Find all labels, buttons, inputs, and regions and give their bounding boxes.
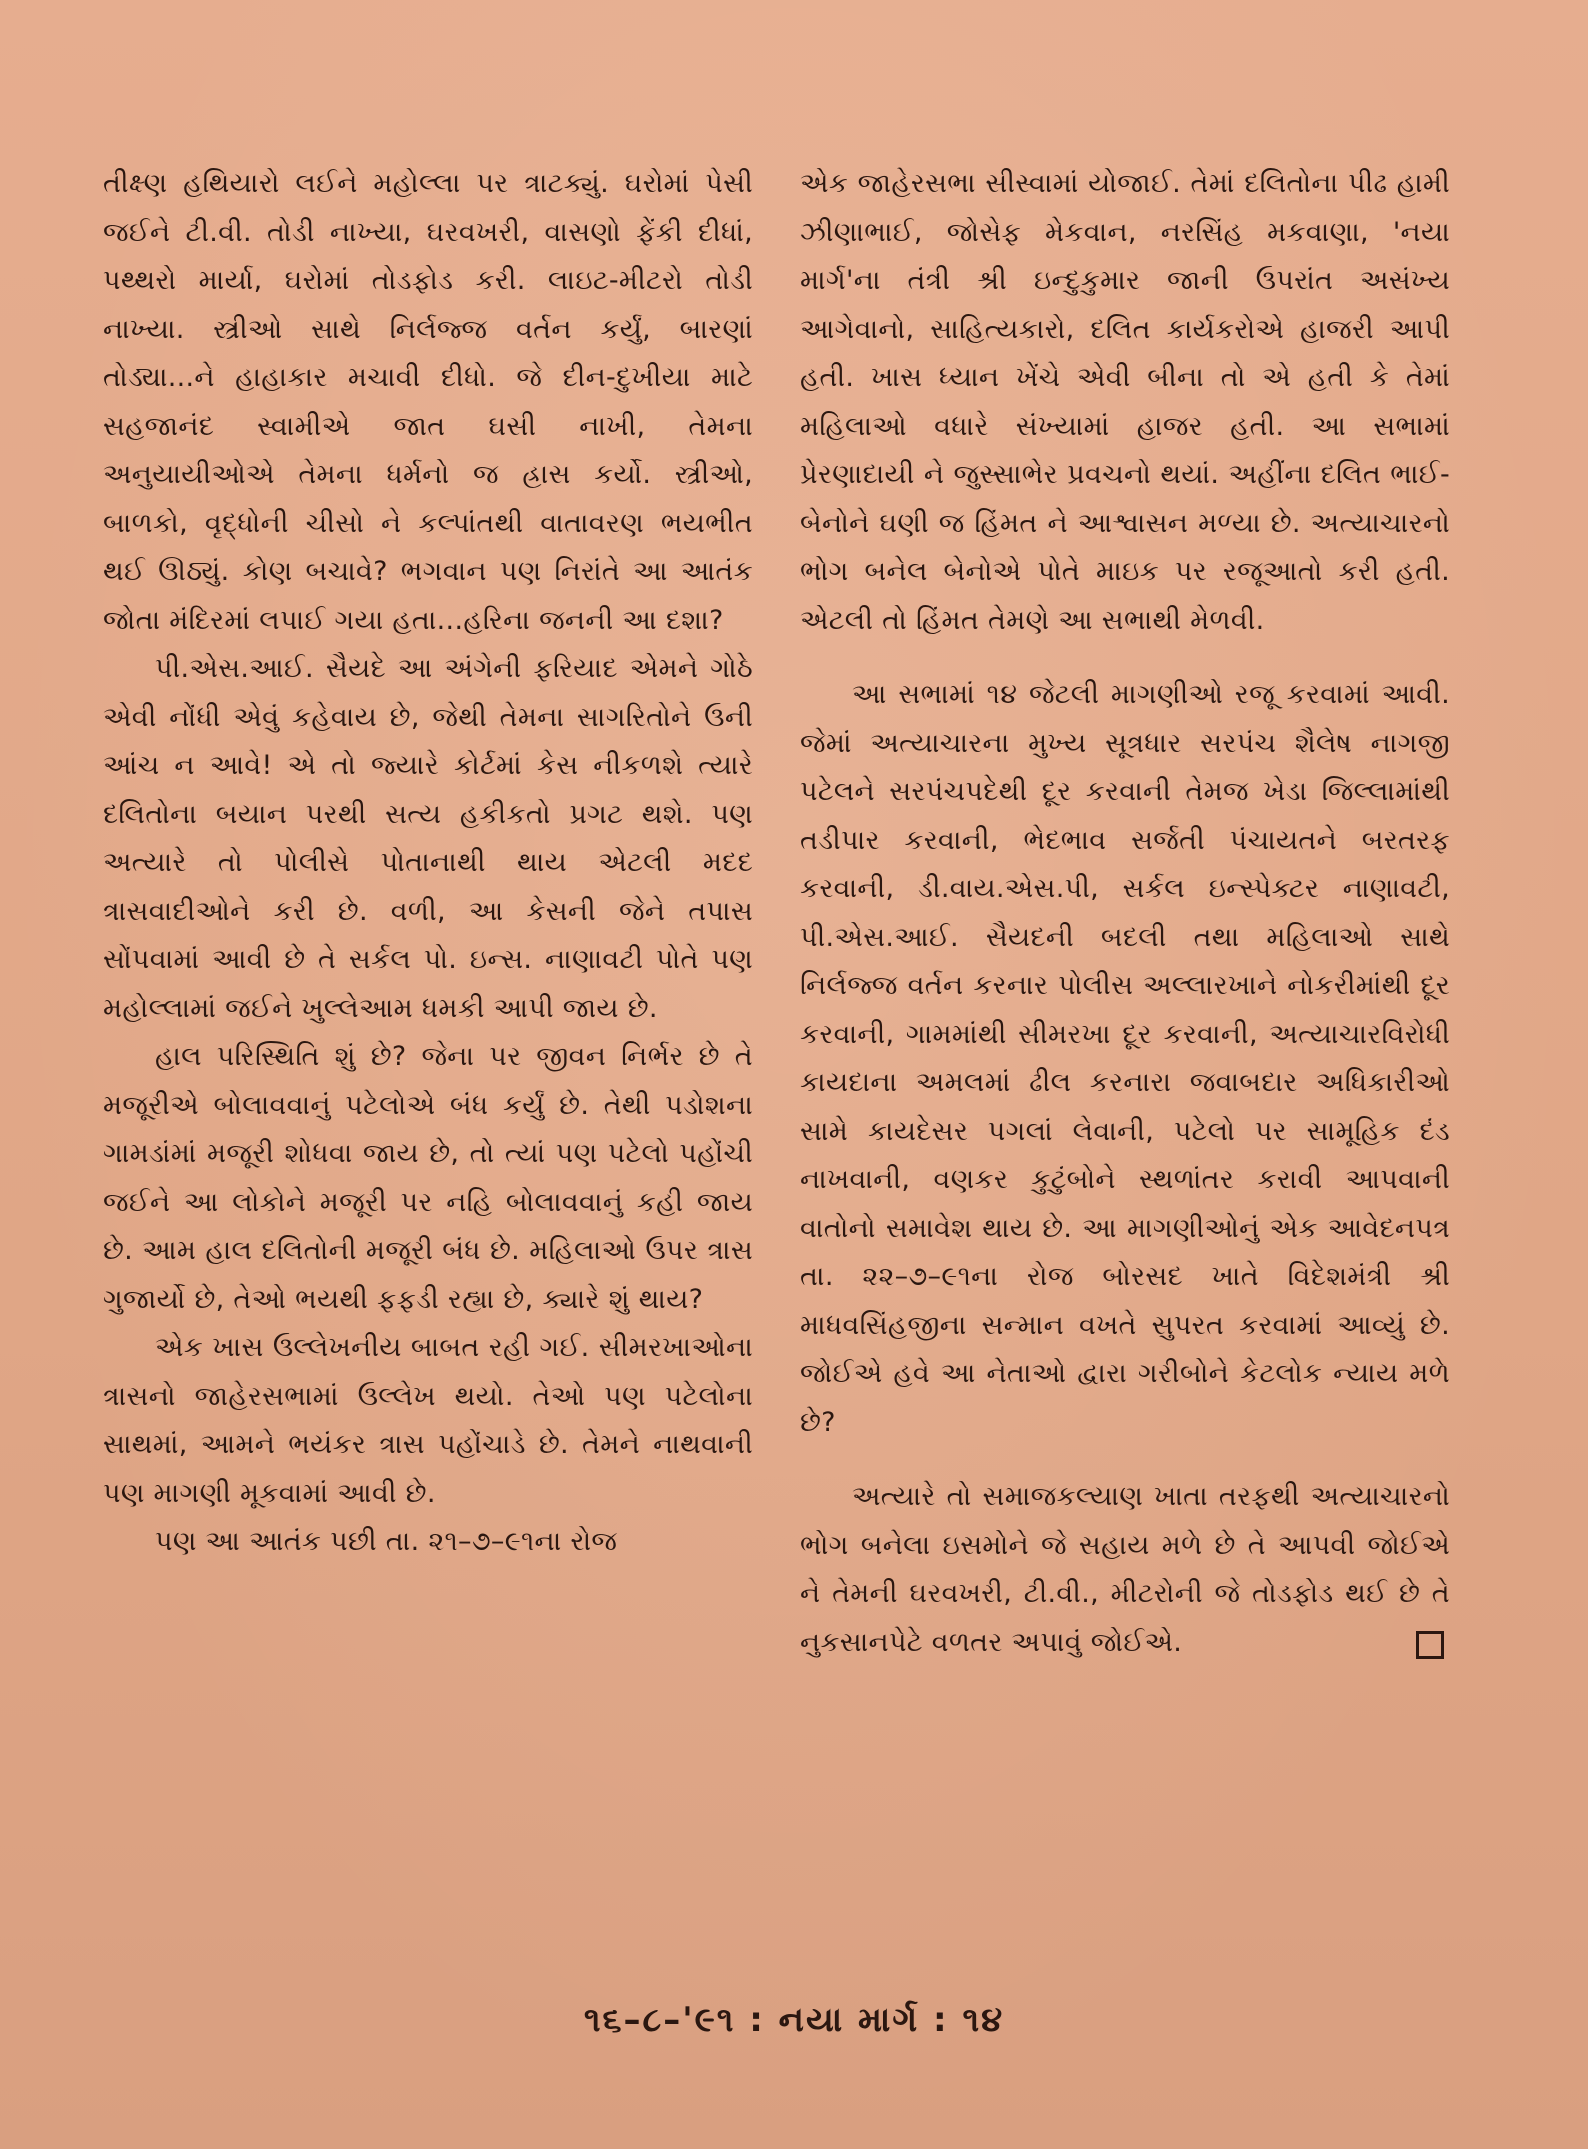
right-paragraph-3-text: અત્યારે તો સમાજકલ્યાણ ખાતા તરફથી અત્યાચારનો ભોગ બનેલા ઇસમોને જે સહાય મળે છે તે આપવી જોઈએ ને તેમની ઘરવખરી, ટી.વી., મીટરોની જે તોડફોડ થઈ છે તે નુકસાનપેટે વળતર અપાવું જોઈએ.	[800, 1481, 1450, 1658]
left-paragraph-4: એક ખાસ ઉલ્લેખનીય બાબત રહી ગઈ. સીમરખાઓના ત્રાસનો જાહેરસભામાં ઉલ્લેખ થયો. તેઓ પણ પટેલોના સાથમાં, આમને ભયંકર ત્રાસ પહોંચાડે છે. તેમને નાથવાની પણ માગણી મૂકવામાં આવી છે.	[103, 1332, 753, 1509]
right-column	[800, 160, 1450, 1667]
left-column	[103, 160, 753, 1567]
left-paragraph-3: હાલ પરિસ્થિતિ શું છે? જેના પર જીવન નિર્ભર છે તે મજૂરીએ બોલાવવાનું પટેલોએ બંધ કર્યું છે. તેથી પડોશના ગામડાંમાં મજૂરી શોધવા જાય છે, તો ત્યાં પણ પટેલો પહોંચી જઈને આ લોકોને મજૂરી પર નહિ બોલાવવાનું કહી જાય છે. આમ હાલ દલિતોની મજૂરી બંધ છે. મહિલાઓ ઉપર ત્રાસ ગુજાર્યો છે, તેઓ ભયથી ફફડી રહ્યા છે, ક્યારે શું થાય?	[103, 1041, 753, 1315]
right-paragraph-3	[800, 1473, 1450, 1667]
end-of-article-box-icon	[1416, 1631, 1444, 1659]
right-paragraph-1: એક જાહેરસભા સીસ્વામાં યોજાઈ. તેમાં દલિતોના પીઢ હામી ઝીણાભાઈ, જોસેફ મેકવાન, નરસિંહ મકવાણા, 'નયા માર્ગ'ના તંત્રી શ્રી ઇન્દુકુમાર જાની ઉપરાંત અસંખ્ય આગેવાનો, સાહિત્યકારો, દલિત કાર્યકરોએ હાજરી આપી હતી. ખાસ ધ્યાન ખેંચે એવી બીના તો એ હતી કે તેમાં મહિલાઓ વધારે સંખ્યામાં હાજર હતી. આ સભામાં પ્રેરણાદાયી ને જુસ્સાભેર પ્રવચનો થયાં. અહીંના દલિત ભાઈ-બેનોને ઘણી જ હિંમત ને આશ્વાસન મળ્યા છે. અત્યાચારનો ભોગ બનેલ બેનોએ પોતે માઇક પર રજૂઆતો કરી હતી. એટલી તો હિંમત તેમણે આ સભાથી મેળવી.	[800, 168, 1450, 636]
left-paragraph-2: પી.એસ.આઈ. સૈયદે આ અંગેની ફરિયાદ એમને ગોઠે એવી નોંધી એવું કહેવાય છે, જેથી તેમના સાગરિતોને ઉની આંચ ન આવે! એ તો જ્યારે કોર્ટમાં કેસ નીકળશે ત્યારે દલિતોના બયાન પરથી સત્ય હકીકતો પ્રગટ થશે. પણ અત્યારે તો પોલીસે પોતાનાથી થાય એટલી મદદ ત્રાસવાદીઓને કરી છે. વળી, આ કેસની જેને તપાસ સોંપવામાં આવી છે તે સર્કલ પો. ઇન્સ. નાણાવટી પોતે પણ મહોલ્લામાં જઈને ખુલ્લેઆમ ધમકી આપી જાય છે.	[103, 653, 753, 1024]
left-paragraph-5: પણ આ આતંક પછી તા. ૨૧–૭–૯૧ના રોજ	[155, 1526, 618, 1557]
left-paragraph-1: તીક્ષ્ણ હથિયારો લઈને મહોલ્લા પર ત્રાટક્યું. ઘરોમાં પેસી જઈને ટી.વી. તોડી નાખ્યા, ઘરવખરી, વાસણો ફેંકી દીધાં, પથ્થરો માર્યા, ઘરોમાં તોડફોડ કરી. લાઇટ-મીટરો તોડી નાખ્યા. સ્ત્રીઓ સાથે નિર્લજ્જ વર્તન કર્યું, બારણાં તોડ્યા...ને હાહાકાર મચાવી દીધો. જે દીન-દુખીયા માટે સહજાનંદ સ્વામીએ જાત ઘસી નાખી, તેમના અનુયાયીઓએ તેમના ધર્મનો જ હ્રાસ કર્યો. સ્ત્રીઓ, બાળકો, વૃદ્ધોની ચીસો ને કલ્પાંતથી વાતાવરણ ભયભીત થઈ ઊઠ્યું. કોણ બચાવે? ભગવાન પણ નિરાંતે આ આતંક જોતા મંદિરમાં લપાઈ ગયા હતા...હરિના જનની આ દશા?	[103, 168, 753, 636]
right-paragraph-2: આ સભામાં ૧૪ જેટલી માગણીઓ રજૂ કરવામાં આવી. જેમાં અત્યાચારના મુખ્ય સૂત્રધાર સરપંચ શૈલેષ નાગજી પટેલને સરપંચપદેથી દૂર કરવાની તેમજ ખેડા જિલ્લામાંથી તડીપાર કરવાની, ભેદભાવ સર્જતી પંચાયતને બરતરફ કરવાની, ડી.વાય.એસ.પી, સર્કલ ઇન્સ્પેક્ટર નાણાવટી, પી.એસ.આઈ. સૈયદની બદલી તથા મહિલાઓ સાથે નિર્લજ્જ વર્તન કરનાર પોલીસ અલ્લારખાને નોકરીમાંથી દૂર કરવાની, ગામમાંથી સીમરખા દૂર કરવાની, અત્યાચારવિરોધી કાયદાના અમલમાં ઢીલ કરનારા જવાબદાર અધિકારીઓ સામે કાયદેસર પગલાં લેવાની, પટેલો પર સામૂહિક દંડ નાખવાની, વણકર કુટુંબોને સ્થળાંતર કરાવી આપવાની વાતોનો સમાવેશ થાય છે. આ માગણીઓનું એક આવેદનપત્ર તા. ૨૨–૭–૯૧ના રોજ બોરસદ ખાતે વિદેશમંત્રી શ્રી માધવસિંહજીના સન્માન વખતે સુપરત કરવામાં આવ્યું છે. જોઈએ હવે આ નેતાઓ દ્વારા ગરીબોને કેટલોક ન્યાય મળે છે?	[800, 679, 1450, 1438]
page-footer: ૧૬–૮–'૯૧ : નયા માર્ગ : ૧૪	[583, 2000, 1005, 2040]
